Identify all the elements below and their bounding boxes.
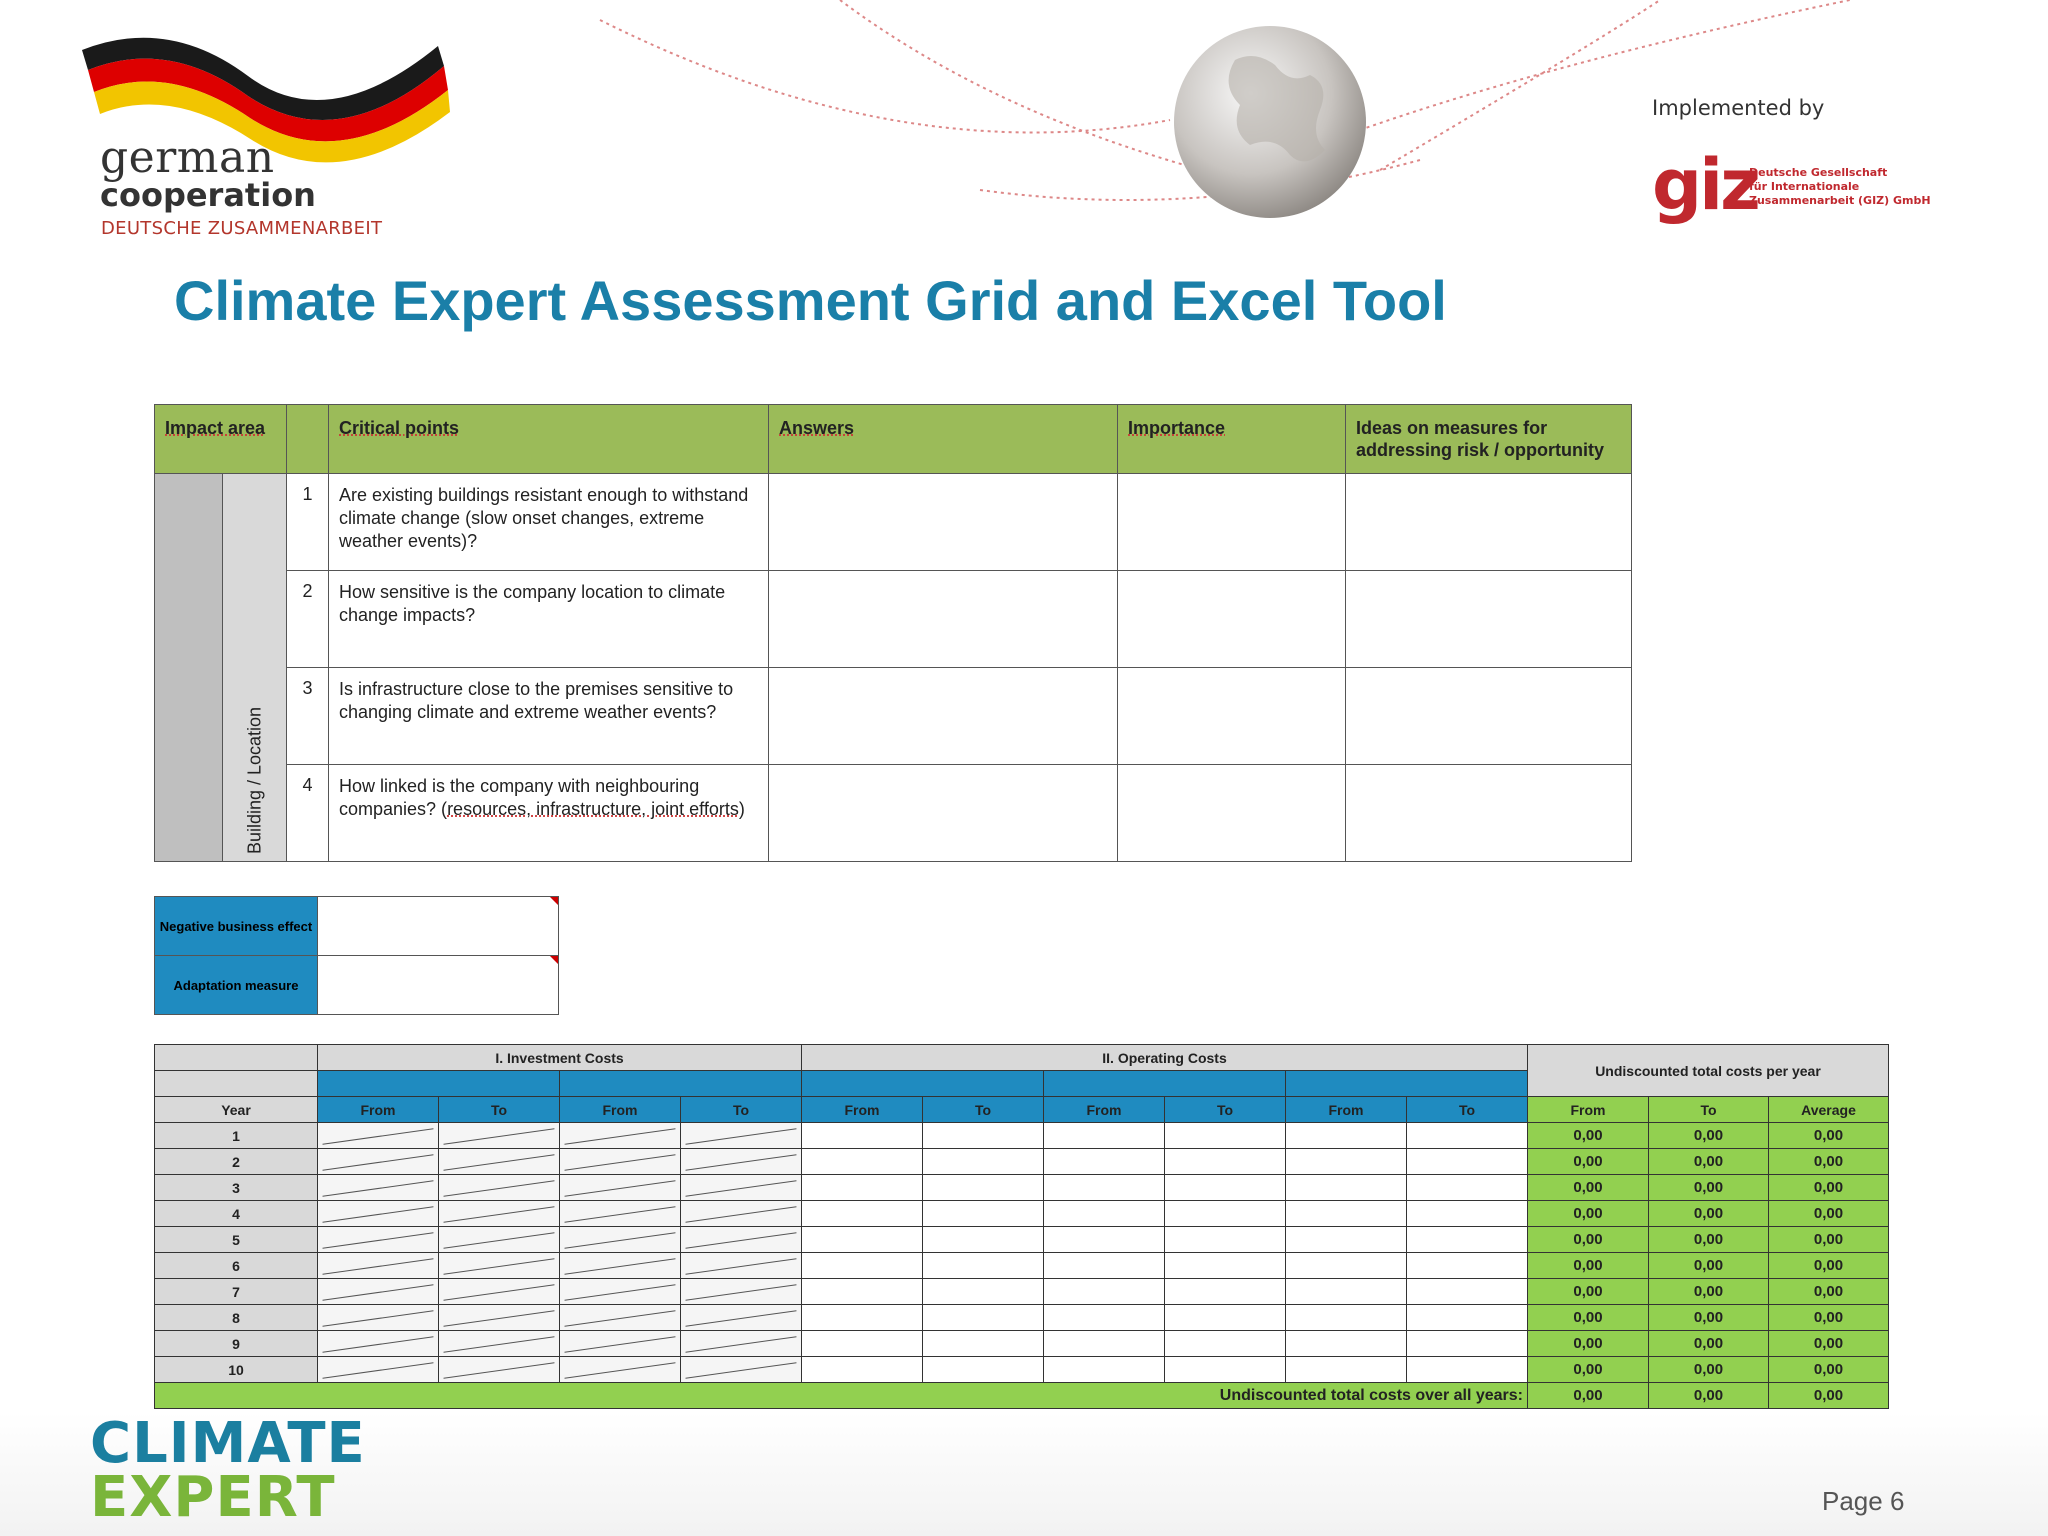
operating-input[interactable]	[1044, 1227, 1165, 1253]
ideas-cell[interactable]	[1346, 668, 1632, 765]
operating-input[interactable]	[802, 1279, 923, 1305]
investment-input[interactable]	[439, 1149, 560, 1175]
table-row	[155, 571, 1632, 668]
year-header: Year	[155, 1097, 318, 1123]
operating-input[interactable]	[1165, 1357, 1286, 1383]
investment-input[interactable]	[681, 1279, 802, 1305]
operating-input[interactable]	[1165, 1305, 1286, 1331]
year-to-value: 0,00	[1649, 1253, 1769, 1279]
blank-header	[155, 1071, 318, 1097]
grid-header-row	[155, 405, 1632, 474]
investment-input[interactable]	[439, 1357, 560, 1383]
cost-year-row	[155, 1201, 1889, 1227]
investment-input[interactable]	[681, 1305, 802, 1331]
operating-input[interactable]	[923, 1201, 1044, 1227]
total-from: 0,00	[1528, 1383, 1649, 1409]
critical-point-text: Is infrastructure close to the premises sensitive to changing climate and extreme weather events?	[329, 668, 769, 765]
investment-input[interactable]	[439, 1175, 560, 1201]
investment-input[interactable]	[560, 1279, 681, 1305]
cost-year-row	[155, 1331, 1889, 1357]
operating-input[interactable]	[1286, 1201, 1407, 1227]
year-average-value: 0,00	[1769, 1279, 1889, 1305]
investment-input[interactable]	[681, 1331, 802, 1357]
operating-input[interactable]	[1044, 1357, 1165, 1383]
operating-input[interactable]	[1407, 1357, 1528, 1383]
header-impact-area: Impact area	[155, 405, 287, 474]
investment-input[interactable]	[560, 1305, 681, 1331]
year-from-value: 0,00	[1528, 1253, 1649, 1279]
year-cell: 1	[155, 1123, 318, 1149]
operating-input[interactable]	[1165, 1279, 1286, 1305]
operating-input[interactable]	[1286, 1305, 1407, 1331]
negative-effect-input[interactable]	[318, 897, 559, 956]
total-average: 0,00	[1769, 1383, 1889, 1409]
operating-input[interactable]	[1407, 1305, 1528, 1331]
investment-input[interactable]	[318, 1357, 439, 1383]
operating-input[interactable]	[1286, 1149, 1407, 1175]
investment-input[interactable]	[439, 1305, 560, 1331]
category-label: Building / Location	[244, 706, 264, 855]
logo-german: german	[100, 132, 275, 183]
adaptation-measure-label: Adaptation measure	[155, 956, 318, 1015]
to-header: To	[1165, 1097, 1286, 1123]
operating-input[interactable]	[802, 1253, 923, 1279]
year-from-value: 0,00	[1528, 1149, 1649, 1175]
investment-input[interactable]	[681, 1253, 802, 1279]
to-header: To	[1649, 1097, 1769, 1123]
cost-subheader-row	[155, 1097, 1889, 1123]
row-number: 3	[287, 668, 329, 765]
category-cell	[223, 474, 287, 862]
year-to-value: 0,00	[1649, 1279, 1769, 1305]
operating-input[interactable]	[802, 1123, 923, 1149]
operating-input[interactable]	[802, 1227, 923, 1253]
year-average-value: 0,00	[1769, 1175, 1889, 1201]
operating-input[interactable]	[1286, 1253, 1407, 1279]
header-critical-points: Critical points	[329, 405, 769, 474]
cost-total-row	[155, 1383, 1889, 1409]
row-number: 1	[287, 474, 329, 571]
operating-input[interactable]	[923, 1305, 1044, 1331]
operating-input[interactable]	[1165, 1201, 1286, 1227]
operating-input[interactable]	[1407, 1279, 1528, 1305]
from-header: From	[802, 1097, 923, 1123]
year-to-value: 0,00	[1649, 1175, 1769, 1201]
operating-input[interactable]	[1165, 1123, 1286, 1149]
operating-input[interactable]	[1286, 1331, 1407, 1357]
year-average-value: 0,00	[1769, 1253, 1889, 1279]
blue-header	[318, 1071, 560, 1097]
year-to-value: 0,00	[1649, 1357, 1769, 1383]
year-average-value: 0,00	[1769, 1201, 1889, 1227]
from-header: From	[318, 1097, 439, 1123]
ideas-cell[interactable]	[1346, 765, 1632, 862]
investment-input[interactable]	[681, 1175, 802, 1201]
operating-input[interactable]	[1407, 1201, 1528, 1227]
operating-input[interactable]	[802, 1201, 923, 1227]
importance-cell[interactable]	[1118, 765, 1346, 862]
investment-input[interactable]	[681, 1357, 802, 1383]
operating-costs-header: II. Operating Costs	[802, 1045, 1528, 1071]
operating-input[interactable]	[1044, 1305, 1165, 1331]
to-header: To	[439, 1097, 560, 1123]
year-from-value: 0,00	[1528, 1175, 1649, 1201]
operating-input[interactable]	[1407, 1331, 1528, 1357]
table-row	[155, 765, 1632, 862]
operating-input[interactable]	[802, 1331, 923, 1357]
investment-input[interactable]	[318, 1331, 439, 1357]
operating-input[interactable]	[1286, 1279, 1407, 1305]
critical-point-text: How linked is the company with neighbouring companies? (resources, infrastructure, joint efforts)	[329, 765, 769, 862]
operating-input[interactable]	[1286, 1123, 1407, 1149]
operating-input[interactable]	[1165, 1175, 1286, 1201]
year-cell: 9	[155, 1331, 318, 1357]
investment-input[interactable]	[318, 1253, 439, 1279]
investment-costs-header: I. Investment Costs	[318, 1045, 802, 1071]
giz-subtitle	[1749, 166, 1931, 208]
from-header: From	[1528, 1097, 1649, 1123]
answer-cell[interactable]	[769, 474, 1118, 571]
header-ideas: Ideas on measures for addressing risk / opportunity	[1346, 405, 1632, 474]
cost-year-row	[155, 1279, 1889, 1305]
investment-input[interactable]	[318, 1149, 439, 1175]
operating-input[interactable]	[1165, 1253, 1286, 1279]
cost-year-row	[155, 1305, 1889, 1331]
investment-input[interactable]	[439, 1201, 560, 1227]
year-average-value: 0,00	[1769, 1357, 1889, 1383]
operating-input[interactable]	[923, 1331, 1044, 1357]
operating-input[interactable]	[1165, 1227, 1286, 1253]
assessment-grid	[154, 404, 1632, 862]
operating-input[interactable]	[1044, 1123, 1165, 1149]
climate-expert-logo-line2: EXPERT	[90, 1465, 336, 1530]
investment-input[interactable]	[560, 1227, 681, 1253]
logo-deutsche-zusammenarbeit: DEUTSCHE ZUSAMMENARBEIT	[101, 218, 383, 239]
year-cell: 2	[155, 1149, 318, 1175]
investment-input[interactable]	[681, 1123, 802, 1149]
investment-input[interactable]	[560, 1123, 681, 1149]
year-average-value: 0,00	[1769, 1149, 1889, 1175]
year-to-value: 0,00	[1649, 1123, 1769, 1149]
operating-input[interactable]	[802, 1149, 923, 1175]
importance-cell[interactable]	[1118, 474, 1346, 571]
cost-year-row	[155, 1149, 1889, 1175]
implemented-by-label: Implemented by	[1652, 96, 1825, 120]
investment-input[interactable]	[681, 1149, 802, 1175]
average-header: Average	[1769, 1097, 1889, 1123]
year-to-value: 0,00	[1649, 1331, 1769, 1357]
blue-header	[1286, 1071, 1528, 1097]
giz-sub-line2: für Internationale	[1749, 180, 1860, 193]
cost-table	[154, 1044, 1889, 1409]
year-cell: 5	[155, 1227, 318, 1253]
investment-input[interactable]	[439, 1331, 560, 1357]
cost-year-row	[155, 1227, 1889, 1253]
year-average-value: 0,00	[1769, 1331, 1889, 1357]
critical-point-text: Are existing buildings resistant enough to withstand climate change (slow onset changes, extreme weather events)?	[329, 474, 769, 571]
year-cell: 4	[155, 1201, 318, 1227]
operating-input[interactable]	[1286, 1227, 1407, 1253]
operating-input[interactable]	[1407, 1123, 1528, 1149]
operating-input[interactable]	[1286, 1357, 1407, 1383]
blue-header	[1044, 1071, 1286, 1097]
cost-header-row	[155, 1045, 1889, 1071]
operating-input[interactable]	[923, 1279, 1044, 1305]
investment-input[interactable]	[318, 1175, 439, 1201]
operating-input[interactable]	[802, 1175, 923, 1201]
importance-cell[interactable]	[1118, 571, 1346, 668]
header-number	[287, 405, 329, 474]
operating-input[interactable]	[1044, 1279, 1165, 1305]
investment-input[interactable]	[560, 1201, 681, 1227]
to-header: To	[1407, 1097, 1528, 1123]
investment-input[interactable]	[439, 1253, 560, 1279]
year-to-value: 0,00	[1649, 1227, 1769, 1253]
year-from-value: 0,00	[1528, 1279, 1649, 1305]
investment-input[interactable]	[439, 1227, 560, 1253]
investment-input[interactable]	[318, 1279, 439, 1305]
operating-input[interactable]	[1165, 1149, 1286, 1175]
ideas-cell[interactable]	[1346, 474, 1632, 571]
cost-year-row	[155, 1357, 1889, 1383]
giz-sub-line1: Deutsche Gesellschaft	[1749, 166, 1888, 179]
investment-input[interactable]	[439, 1123, 560, 1149]
importance-cell[interactable]	[1118, 668, 1346, 765]
table-row	[155, 668, 1632, 765]
giz-sub-line3: Zusammenarbeit (GIZ) GmbH	[1749, 194, 1931, 207]
year-cell: 6	[155, 1253, 318, 1279]
year-from-value: 0,00	[1528, 1227, 1649, 1253]
cost-year-row	[155, 1175, 1889, 1201]
investment-input[interactable]	[318, 1201, 439, 1227]
giz-logo: giz	[1652, 144, 1758, 226]
year-from-value: 0,00	[1528, 1331, 1649, 1357]
year-cell: 3	[155, 1175, 318, 1201]
table-row	[155, 474, 1632, 571]
from-header: From	[560, 1097, 681, 1123]
operating-input[interactable]	[1044, 1331, 1165, 1357]
cost-year-row	[155, 1253, 1889, 1279]
year-average-value: 0,00	[1769, 1123, 1889, 1149]
row-number: 4	[287, 765, 329, 862]
ideas-cell[interactable]	[1346, 571, 1632, 668]
to-header: To	[681, 1097, 802, 1123]
operating-input[interactable]	[923, 1175, 1044, 1201]
answer-cell[interactable]	[769, 571, 1118, 668]
negative-effect-row	[155, 897, 559, 956]
operating-input[interactable]	[1044, 1149, 1165, 1175]
page-number: Page 6	[1822, 1486, 1905, 1516]
operating-input[interactable]	[1407, 1175, 1528, 1201]
year-cell: 7	[155, 1279, 318, 1305]
year-cell: 8	[155, 1305, 318, 1331]
total-to: 0,00	[1649, 1383, 1769, 1409]
from-header: From	[1044, 1097, 1165, 1123]
answer-cell[interactable]	[769, 765, 1118, 862]
operating-input[interactable]	[923, 1357, 1044, 1383]
operating-input[interactable]	[1165, 1331, 1286, 1357]
operating-input[interactable]	[1044, 1201, 1165, 1227]
effect-measure-box	[154, 896, 559, 1015]
year-to-value: 0,00	[1649, 1305, 1769, 1331]
investment-input[interactable]	[560, 1357, 681, 1383]
blank-header	[155, 1045, 318, 1071]
page-title: Climate Expert Assessment Grid and Excel Tool	[174, 269, 1447, 332]
impact-area-cell	[155, 474, 223, 862]
investment-input[interactable]	[318, 1227, 439, 1253]
cost-year-row	[155, 1123, 1889, 1149]
year-to-value: 0,00	[1649, 1149, 1769, 1175]
year-from-value: 0,00	[1528, 1201, 1649, 1227]
operating-input[interactable]	[1286, 1175, 1407, 1201]
critical-point-text: How sensitive is the company location to climate change impacts?	[329, 571, 769, 668]
logo-cooperation: cooperation	[100, 176, 316, 214]
year-average-value: 0,00	[1769, 1227, 1889, 1253]
adaptation-measure-row	[155, 956, 559, 1015]
blue-header	[802, 1071, 1044, 1097]
operating-input[interactable]	[1407, 1227, 1528, 1253]
year-to-value: 0,00	[1649, 1201, 1769, 1227]
header-answers: Answers	[769, 405, 1118, 474]
investment-input[interactable]	[318, 1305, 439, 1331]
year-average-value: 0,00	[1769, 1305, 1889, 1331]
investment-input[interactable]	[681, 1227, 802, 1253]
investment-input[interactable]	[318, 1123, 439, 1149]
operating-input[interactable]	[923, 1123, 1044, 1149]
operating-input[interactable]	[923, 1253, 1044, 1279]
blue-header	[560, 1071, 802, 1097]
from-header: From	[1286, 1097, 1407, 1123]
operating-input[interactable]	[1407, 1149, 1528, 1175]
climate-expert-logo-line1: CLIMATE	[90, 1411, 366, 1476]
operating-input[interactable]	[1044, 1175, 1165, 1201]
investment-input[interactable]	[560, 1175, 681, 1201]
operating-input[interactable]	[923, 1227, 1044, 1253]
operating-input[interactable]	[1407, 1253, 1528, 1279]
investment-input[interactable]	[681, 1201, 802, 1227]
year-cell: 10	[155, 1357, 318, 1383]
header-importance: Importance	[1118, 405, 1346, 474]
row-number: 2	[287, 571, 329, 668]
year-from-value: 0,00	[1528, 1305, 1649, 1331]
to-header: To	[923, 1097, 1044, 1123]
investment-input[interactable]	[560, 1331, 681, 1357]
operating-input[interactable]	[802, 1305, 923, 1331]
operating-input[interactable]	[1044, 1253, 1165, 1279]
operating-input[interactable]	[802, 1357, 923, 1383]
total-label: Undiscounted total costs over all years:	[155, 1383, 1528, 1409]
investment-input[interactable]	[560, 1253, 681, 1279]
year-from-value: 0,00	[1528, 1123, 1649, 1149]
year-from-value: 0,00	[1528, 1357, 1649, 1383]
operating-input[interactable]	[923, 1149, 1044, 1175]
negative-effect-label: Negative business effect	[155, 897, 318, 956]
investment-input[interactable]	[439, 1279, 560, 1305]
investment-input[interactable]	[560, 1149, 681, 1175]
answer-cell[interactable]	[769, 668, 1118, 765]
undiscounted-year-header: Undiscounted total costs per year	[1528, 1045, 1889, 1097]
adaptation-measure-input[interactable]	[318, 956, 559, 1015]
